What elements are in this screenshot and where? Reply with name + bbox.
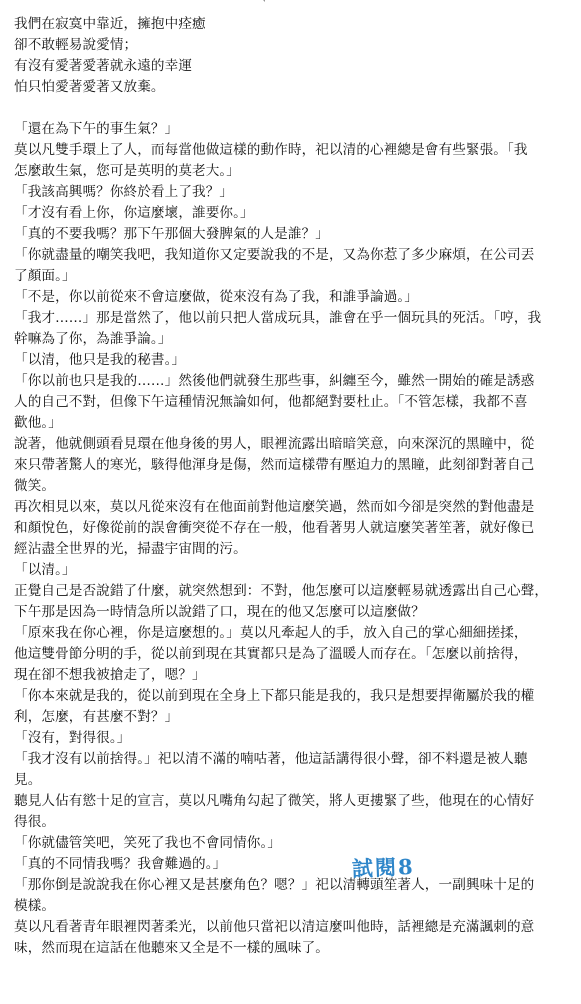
body-line: 正覺自己是否說錯了什麼，就突然想到：不對，他怎麼可以這麼輕易就透露出自己心聲， bbox=[14, 583, 549, 599]
body-line: 和顏悅色，好像從前的誤會衝突從不存在一般，他看著男人就這麼笑著笙著，就好像已 bbox=[14, 520, 535, 536]
body-line: 利，怎麼，有甚麼不對？」 bbox=[14, 709, 179, 725]
body-line: 莫以凡看著青年眼裡閃著柔光，以前他只當祀以清這麼叫他時，話裡總是充滿諷刺的意 bbox=[14, 919, 535, 935]
body-block bbox=[14, 119, 570, 959]
body-line: 「不是，你以前從來不會這麼做，從來沒有為了我，和誰爭論過。」 bbox=[14, 289, 419, 305]
body-line: 經沾盡全世界的光，掃盡宇宙間的污。 bbox=[14, 541, 247, 557]
body-line: 「你就盡量的嘲笑我吧，我知道你又定要說我的不是，又為你惹了多少麻煩，在公司丟 bbox=[14, 247, 535, 263]
poem-line: 有沒有愛著愛著就永遠的幸運 bbox=[14, 58, 193, 74]
story-text bbox=[14, 14, 570, 959]
body-line: 來只帶著驚人的寒光，駭得他渾身是傷，然而這樣帶有壓迫力的黑瞳，此刻卻對著自己 bbox=[14, 457, 535, 473]
body-line: 幹嘛為了你，為誰爭論。」 bbox=[14, 331, 172, 347]
poem-line: 怕只怕愛著愛著又放棄。 bbox=[14, 79, 165, 95]
body-line: 「我該高興嗎？你終於看上了我？」 bbox=[14, 184, 234, 200]
body-line: 「我才……」那是當然了，他以前只把人當成玩具，誰會在乎一個玩具的死活。「哼，我 bbox=[14, 310, 542, 326]
header-mark bbox=[262, 0, 322, 4]
body-line: 「你就儘管笑吧，笑死了我也不會同情你。」 bbox=[14, 835, 282, 851]
body-line: 歡他。」 bbox=[14, 415, 62, 431]
body-line: 「你本來就是我的，從以前到現在全身上下都只能是我的，我只是想要捍衛屬於我的權 bbox=[14, 688, 535, 704]
body-line: 怎麼敢生氣，您可是英明的莫老大。」 bbox=[14, 163, 240, 179]
poem-line: 卻不敢輕易說愛情； bbox=[14, 37, 138, 53]
body-line: 「原來我在你心裡，你是這麼想的。」莫以凡牽起人的手，放入自己的掌心細細搓揉， bbox=[14, 625, 528, 641]
body-line: 「還在為下午的事生氣？」 bbox=[14, 121, 179, 137]
poem-line: 我們在寂寞中靠近，擁抱中痊癒 bbox=[14, 16, 206, 32]
body-line: 得很。 bbox=[14, 814, 56, 830]
body-line: 「你以前也只是我的……」然後他們就發生那些事，糾纏至今，雖然一開始的確是誘惑 bbox=[14, 373, 535, 389]
body-line: 了顏面。」 bbox=[14, 268, 76, 284]
body-line: 「沒有，對得很。」 bbox=[14, 730, 131, 746]
body-line: 「以清。」 bbox=[14, 562, 76, 578]
body-line: 人的自己不對，但像下午這種情況無論如何，他都絕對要杜止。「不管怎樣，我都不喜 bbox=[14, 394, 528, 410]
body-line: 下午那是因為一時情急所以說錯了口，現在的他又怎麼可以這麼做？ bbox=[14, 604, 425, 620]
body-line: 味，然而現在這話在他聽來又全是不一樣的風味了。 bbox=[14, 940, 329, 956]
body-line: 再次相見以來，莫以凡從來沒有在他面前對他這麼笑過，然而如今卻是突然的對他盡是 bbox=[14, 499, 535, 515]
poem-block bbox=[14, 14, 570, 98]
body-line: 微笑。 bbox=[14, 478, 56, 494]
body-line: 說著，他就側頭看見環在他身後的男人，眼裡流露出暗暗笑意，向來深沉的黑瞳中，從 bbox=[14, 436, 535, 452]
body-line: 現在卻不想我被搶走了，嗯？」 bbox=[14, 667, 206, 683]
body-line: 「那你倒是說說我在你心裡又是甚麼角色？嗯？」祀以清轉頭笙著人，一副興味十足的 bbox=[14, 877, 535, 893]
body-line: 模樣。 bbox=[14, 898, 56, 914]
body-line: 見。 bbox=[14, 772, 42, 788]
body-line: 聽見人佔有慾十足的宣言，莫以凡嘴角勾起了微笑，將人更摟緊了些，他現在的心情好 bbox=[14, 793, 535, 809]
preview-watermark: 試閱8 bbox=[351, 853, 416, 882]
body-line: 「我才沒有以前捨得。」祀以清不滿的喃咕著，他這話講得很小聲，卻不料還是被人聽 bbox=[14, 751, 528, 767]
body-line: 「真的不同情我嗎？我會難過的。」 bbox=[14, 856, 227, 872]
body-line: 「以清，他只是我的秘書。」 bbox=[14, 352, 186, 368]
body-line: 「才沒有看上你，你這麼壞，誰要你。」 bbox=[14, 205, 254, 221]
blank-line bbox=[14, 98, 570, 119]
body-line: 他這雙骨節分明的手，從以前到現在其實都只是為了溫暖人而存在。「怎麼以前捨得， bbox=[14, 646, 528, 662]
body-line: 莫以凡雙手環上了人，而每當他做這樣的動作時，祀以清的心裡總是會有些緊張。「我 bbox=[14, 142, 528, 158]
body-line: 「真的不要我嗎？那下午那個大發脾氣的人是誰？」 bbox=[14, 226, 329, 242]
